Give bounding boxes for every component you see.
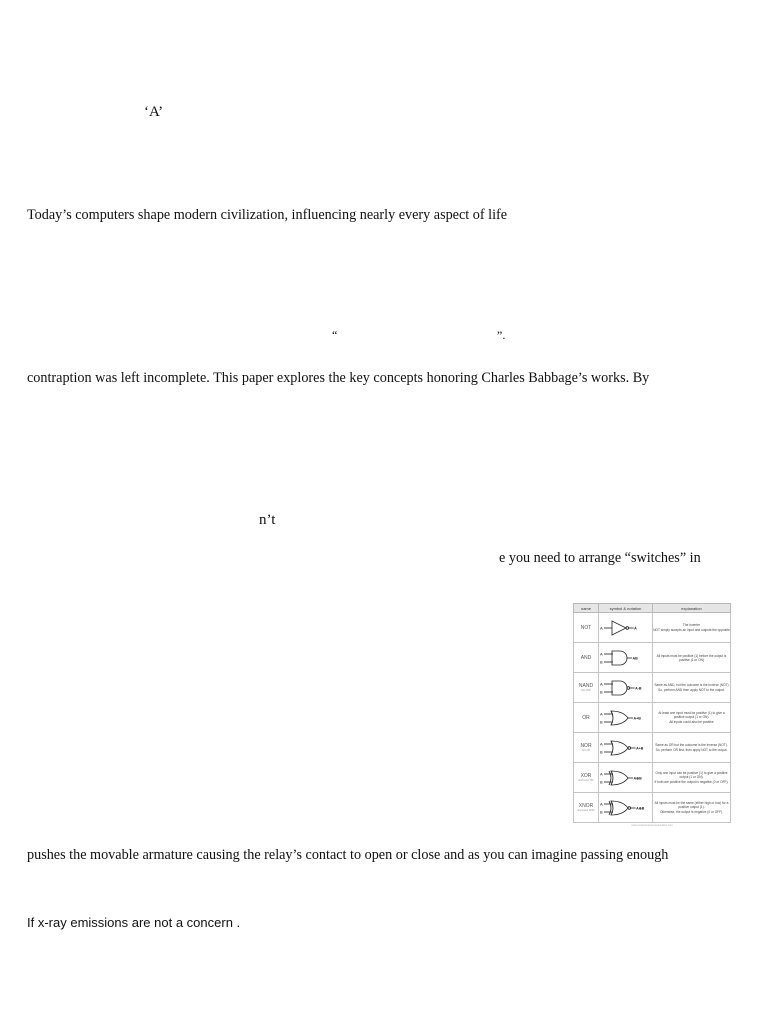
- paragraph-line-xray: If x-ray emissions are not a concern .: [27, 915, 241, 930]
- header-explanation: explanation: [653, 604, 731, 613]
- svg-text:A: A: [600, 625, 603, 630]
- gate-symbol-cell: [599, 643, 653, 673]
- svg-text:A: A: [600, 651, 603, 656]
- nor-gate-icon: [599, 738, 652, 758]
- open-quote-mark: “: [332, 328, 338, 342]
- table-row: [574, 793, 731, 823]
- quoted-letter-a: ‘A’: [144, 104, 164, 120]
- svg-text:B: B: [600, 689, 603, 694]
- gate-rows: [574, 613, 731, 823]
- paragraph-line-relay: pushes the movable armature causing the relay’s contact to open or close and as you can imagine passing enough: [27, 847, 669, 863]
- svg-text:B: B: [600, 719, 603, 724]
- gate-explanation-cell: [653, 733, 731, 763]
- table-header-row: [574, 604, 731, 613]
- gate-subtitle: Not AND: [581, 689, 591, 692]
- gate-subtitle: Not OR: [581, 749, 591, 752]
- gate-explanation-cell: [653, 673, 731, 703]
- gate-explanation-text: All inputs must be the same (either high or low) for a positive output (1).: [654, 801, 729, 809]
- gate-name-cell: [574, 613, 599, 643]
- gate-explanation-text: So, perform OR first, then apply NOT to the output.: [655, 748, 728, 752]
- gate-name-cell: [574, 643, 599, 673]
- gate-symbol-cell: [599, 793, 653, 823]
- svg-text:B: B: [600, 779, 603, 784]
- header-symbol: symbol & notation: [599, 604, 653, 613]
- gate-explanation-text: All inputs must be positive (1) before the output is positive (1 or ON): [656, 653, 727, 662]
- gate-output-notation: A·B: [635, 686, 642, 690]
- gate-explanation-text: So, perform AND then apply NOT to the output.: [658, 688, 725, 692]
- table-row: [574, 613, 731, 643]
- gate-name-cell: [574, 763, 599, 793]
- gate-symbol-cell: [599, 613, 653, 643]
- table-row: [574, 763, 731, 793]
- gate-subtitle: Exclusive NOR: [577, 809, 595, 812]
- table-row: [574, 643, 731, 673]
- gate-symbol-cell: [599, 733, 653, 763]
- logic-gates-figure: [573, 603, 731, 825]
- gate-explanation-cell: [653, 643, 731, 673]
- figure-footer: www.computerscienceeducation.com: [631, 824, 673, 827]
- svg-text:A: A: [600, 681, 603, 686]
- svg-text:B: B: [600, 809, 603, 814]
- paragraph-line-babbage: contraption was left incomplete. This paper explores the key concepts honoring Charles Babbage’s works. By: [27, 370, 650, 386]
- table-row: [574, 703, 731, 733]
- gate-output-notation: AB: [632, 656, 638, 660]
- gate-name: OR: [582, 714, 590, 721]
- not-gate-icon: [599, 618, 652, 638]
- gate-name-cell: [574, 733, 599, 763]
- and-gate-icon: [599, 648, 652, 668]
- gate-explanation-cell: [653, 793, 731, 823]
- gate-name: AND: [580, 654, 592, 661]
- svg-text:B: B: [600, 749, 603, 754]
- gate-symbol-cell: [599, 763, 653, 793]
- gate-output-notation: A+B: [633, 716, 641, 720]
- svg-text:A: A: [600, 711, 603, 716]
- gate-explanation-text: Same as OR but the outcome is the Inverse (NOT).: [655, 743, 728, 747]
- gate-name: NAND: [578, 683, 594, 689]
- gate-name-cell: [574, 673, 599, 703]
- gate-output-notation: A⊕B: [633, 776, 642, 780]
- xnor-gate-icon: [599, 798, 652, 818]
- contraction-fragment: n’t: [259, 512, 276, 528]
- svg-text:A: A: [600, 801, 603, 806]
- gate-explanation-text: At least one input must be positive (1) to give a positive output (1 or ON).: [658, 711, 725, 719]
- gate-name: XOR: [580, 773, 592, 779]
- paragraph-line-switches: e you need to arrange “switches” in: [499, 550, 701, 566]
- gate-explanation-cell: [653, 763, 731, 793]
- gate-name-cell: [574, 703, 599, 733]
- gate-explanation-text: NOT simply accepts an input and outputs the opposite: [653, 628, 730, 632]
- gate-output-notation: Ā: [634, 626, 637, 630]
- gate-subtitle: Exclusive OR: [578, 779, 594, 782]
- gate-symbol-cell: [599, 703, 653, 733]
- svg-text:A: A: [600, 771, 603, 776]
- gate-output-notation: A⊕B: [636, 806, 645, 810]
- svg-text:A: A: [600, 741, 603, 746]
- gate-explanation-cell: [653, 703, 731, 733]
- gate-name: NOR: [580, 743, 592, 749]
- nand-gate-icon: [599, 678, 652, 698]
- gate-name-cell: [574, 793, 599, 823]
- paragraph-line-computers: Today’s computers shape modern civilization, influencing nearly every aspect of life: [27, 207, 508, 223]
- header-name: name: [574, 604, 599, 613]
- close-quote-mark: ”.: [497, 328, 506, 342]
- gate-symbol-cell: [599, 673, 653, 703]
- xor-gate-icon: [599, 768, 652, 788]
- gate-explanation-text: If both are positive the output is negative (0 or OFF).: [654, 780, 729, 784]
- or-gate-icon: [599, 708, 652, 728]
- logic-gates-table: [573, 603, 731, 823]
- gate-name: XNOR: [578, 803, 594, 809]
- table-row: [574, 673, 731, 703]
- gate-explanation-cell: [653, 613, 731, 643]
- gate-explanation-text: The Inverter: [682, 623, 701, 627]
- gate-explanation-text: All inputs could also be positive: [669, 720, 714, 724]
- gate-explanation-text: Only one input can be positive (1) to give a positive output (1 or ON).: [655, 771, 728, 779]
- svg-text:B: B: [600, 659, 603, 664]
- gate-output-notation: A+B: [636, 746, 644, 750]
- gate-explanation-text: Same as AND, but the outcome is the Inverse (NOT): [654, 683, 729, 687]
- gate-explanation-text: Otherwise, the output is negative (0 or OFF).: [659, 810, 724, 814]
- table-row: [574, 733, 731, 763]
- gate-name: NOT: [580, 624, 592, 631]
